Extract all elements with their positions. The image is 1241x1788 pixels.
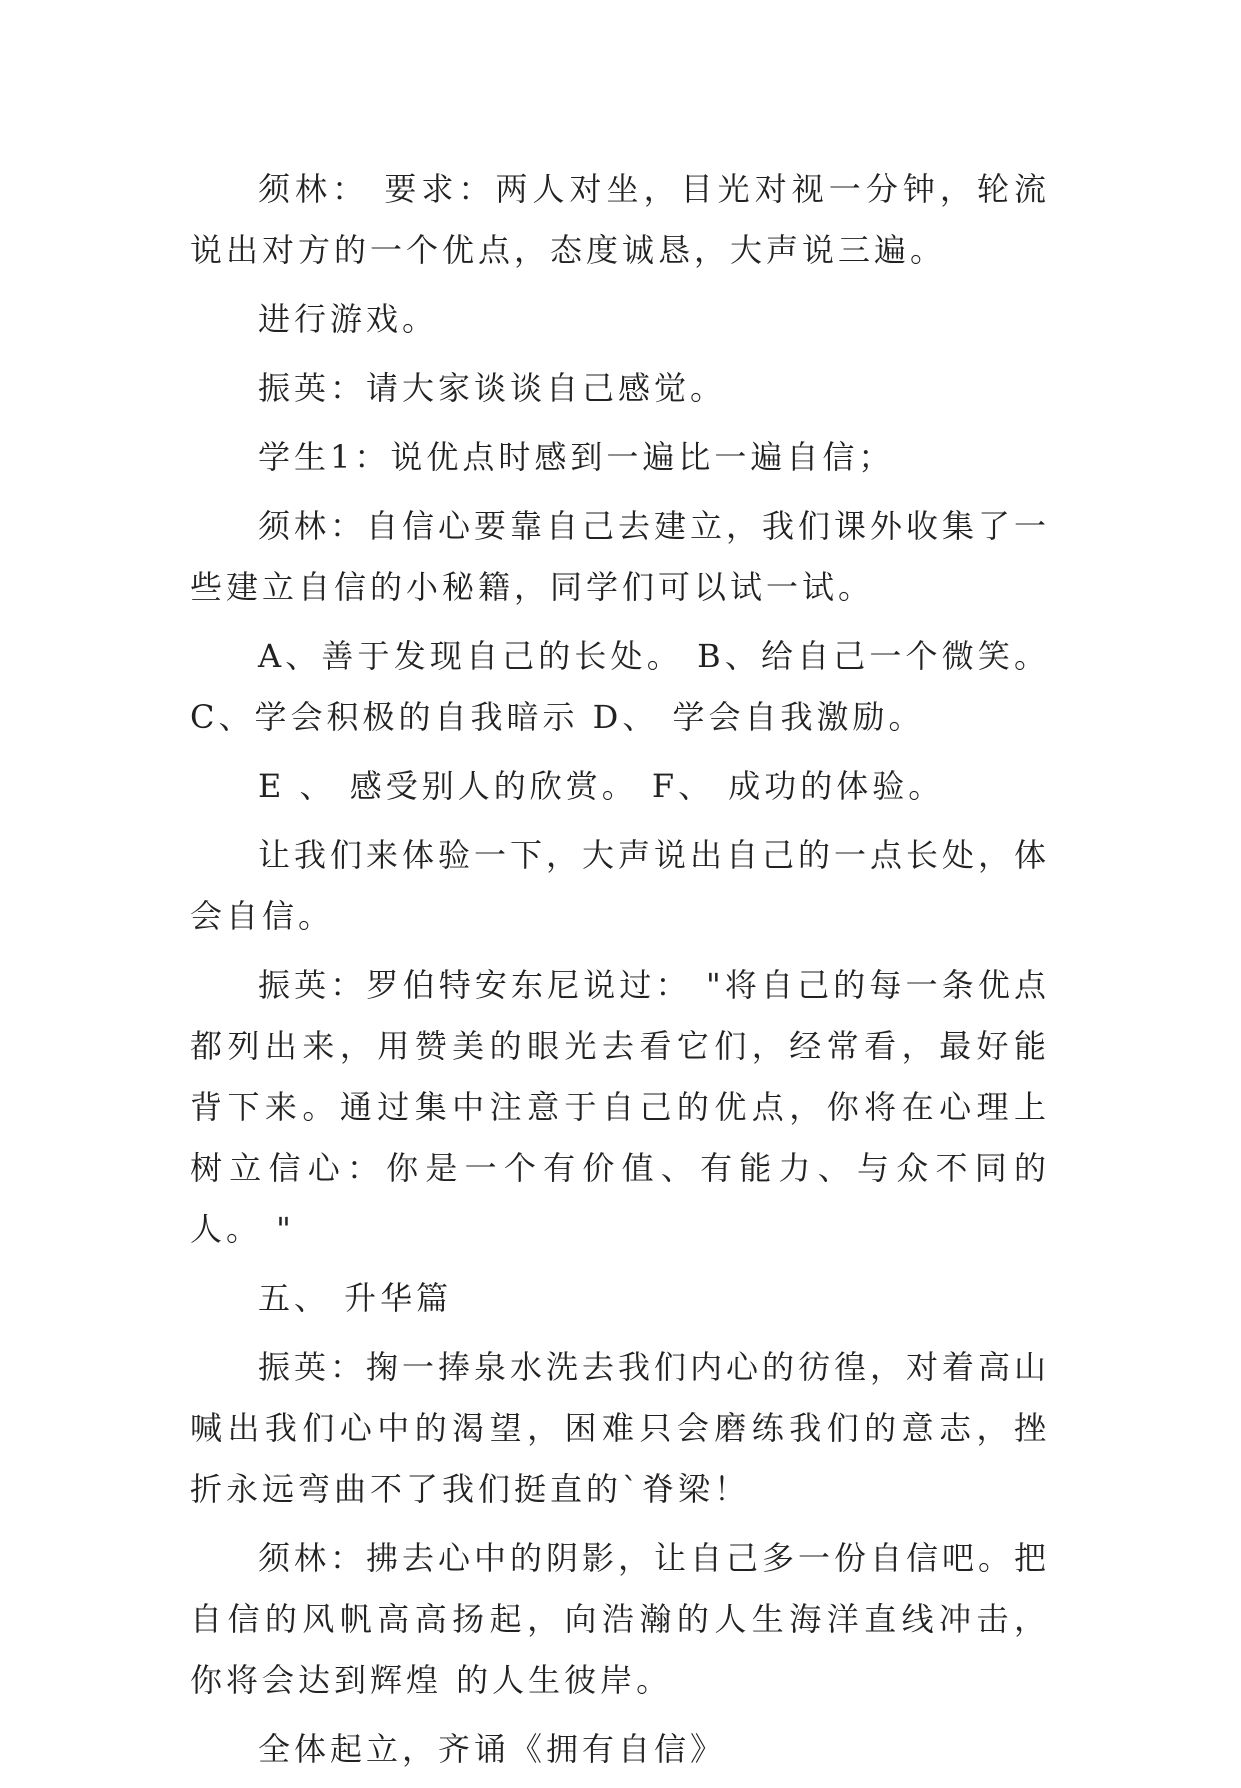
- section-heading: 五、 升华篇: [258, 1279, 453, 1317]
- document-body: [190, 159, 1050, 1788]
- paragraph: 学生1：说优点时感到一遍比一遍自信；: [258, 438, 895, 476]
- paragraph: 须林： 要求：两人对坐，目光对视一分钟，轮流说出对方的一个优点，态度诚恳，大声说三遍。: [190, 170, 1050, 269]
- paragraph: 须林：拂去心中的阴影，让自己多一份自信吧。把自信的风帆高高扬起，向浩瀚的人生海洋直线冲击，你将会达到辉煌 的人生彼岸。: [190, 1539, 1051, 1699]
- paragraph: 振英：请大家谈谈自己感觉。: [258, 369, 727, 407]
- paragraph: 全体起立，齐诵《拥有自信》: [258, 1730, 727, 1768]
- paragraph: 振英：罗伯特安东尼说过： "将自己的每一条优点都列出来，用赞美的眼光去看它们，经常看，最好能背下来。通过集中注意于自己的优点，你将在心理上树立信心：你是一个有价值、有能力、与众不同的人。 ": [190, 966, 1050, 1248]
- paragraph: 振英：掬一捧泉水洗去我们内心的彷徨，对着高山喊出我们心中的渴望，困难只会磨练我们的意志，挫折永远弯曲不了我们挺直的`脊梁！: [190, 1348, 1051, 1508]
- paragraph: 须林：自信心要靠自己去建立，我们课外收集了一些建立自信的小秘籍，同学们可以试一试。: [190, 507, 1051, 606]
- paragraph: E 、 感受别人的欣赏。 F、 成功的体验。: [258, 767, 945, 805]
- paragraph: 进行游戏。: [258, 300, 439, 338]
- paragraph: A、善于发现自己的长处。 B、给自己一个微笑。 C、学会积极的自我暗示 D、 学会自我激励。: [190, 637, 1050, 736]
- paragraph: 让我们来体验一下，大声说出自己的一点长处，体会自信。: [190, 836, 1051, 935]
